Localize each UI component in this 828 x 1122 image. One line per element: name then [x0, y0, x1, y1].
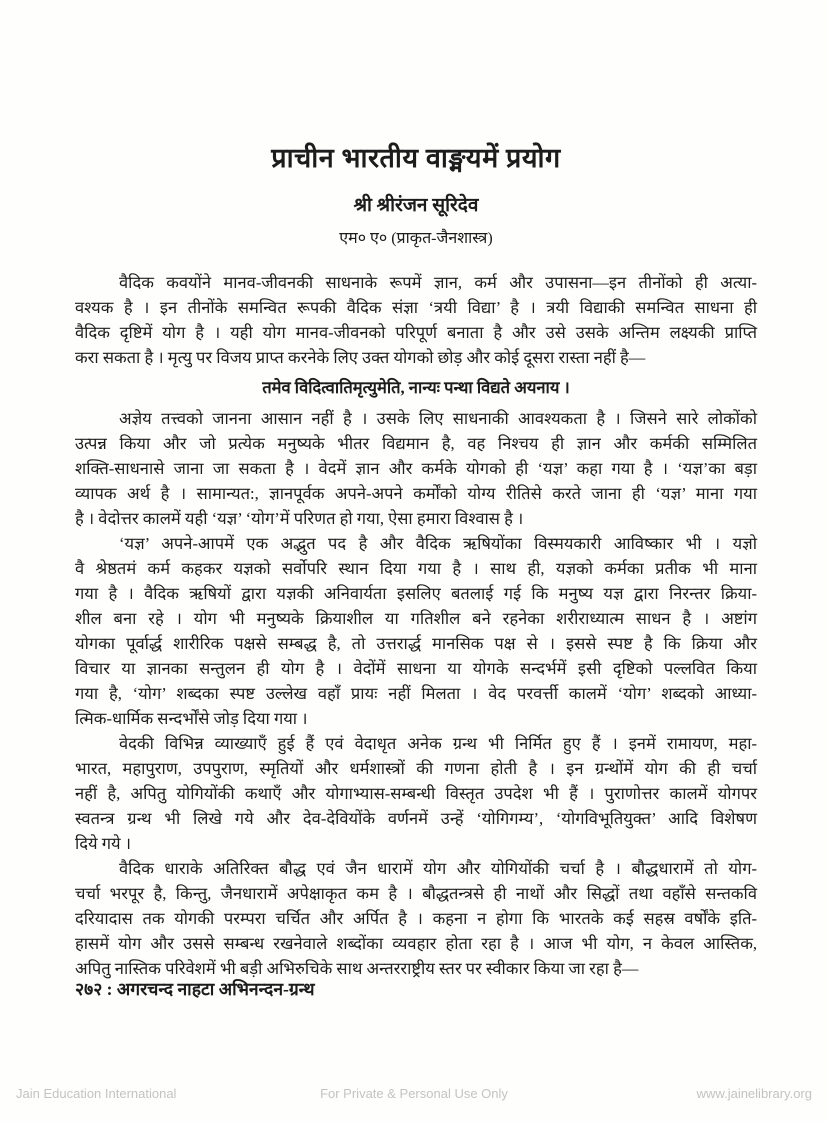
text-line: दिये गये । [75, 834, 131, 853]
text-line: वैदिक दृष्टिमें योग है । यही योग मानव-जीवनको परिपूर्ण बनाता है और उसे उसके अन्तिम लक्ष्यकी प्राप्ति [75, 323, 757, 342]
text-line: अज्ञेय तत्त्वको जानना आसान नहीं है । उसके लिए साधनाकी आवश्यकता है । जिसने सारे लोकोंको [119, 409, 757, 428]
watermark-publisher: Jain Education International [16, 1086, 177, 1101]
paragraph [75, 406, 757, 531]
text-column [75, 138, 757, 981]
text-line: उत्पन्न किया और जो प्रत्येक मनुष्यके भीतर विद्यमान है, वह निश्चय ही ज्ञान और कर्मकी सम्मिलित [75, 434, 757, 453]
text-line: गया है, ‘योग’ शब्दका स्पष्ट उल्लेख वहाँ प्रायः नहीं मिलता । वेद परवर्त्ती कालमें ‘योग’ शब्दको आध्या- [75, 684, 757, 703]
text-line: करा सकता है । मृत्यु पर विजय प्राप्त करनेके लिए उक्त योगको छोड़ और कोई दूसरा रास्ता नहीं है— [75, 348, 646, 367]
text-line: त्मिक-धार्मिक सन्दर्भोंसे जोड़ दिया गया । [75, 709, 308, 728]
text-line: चर्चा भरपूर है, किन्तु, जैनधारामें अपेक्षाकृत कम है । बौद्धतन्त्रसे ही नाथों और सिद्धों तथा वहाँसे सन्तकवि [75, 884, 757, 903]
page-title: प्राचीन भारतीय वाङ्मयमें प्रयोग [271, 143, 561, 173]
text-line: स्वतन्त्र ग्रन्थ भी लिखे गये और देव-देवियोंके वर्णनमें उन्हें ‘योगिगम्य’, ‘योगविभूतियुक्त’ आदि विशेषण [75, 809, 757, 828]
author-name: श्री श्रीरंजन सूरिदेव [353, 195, 479, 216]
text-line: शक्ति-साधनासे जाना जा सकता है । वेदमें ज्ञान और कर्मके योगको ही ‘यज्ञ’ कहा गया है । ‘यज्ञ’का बड़ा [75, 459, 757, 478]
paragraph [75, 270, 757, 370]
text-line: नहीं है, अपितु योगियोंकी कथाएँ और योगाभ्यास-सम्बन्धी विस्तृत उपदेश भी हैं । पुराणोत्तर कालमें योगपर [75, 784, 757, 803]
text-line: योगका पूर्वार्द्ध शारीरिक पक्षसे सम्बद्ध है, तो उत्तरार्द्ध मानसिक पक्ष से । इससे स्पष्ट है कि क्रिया और [75, 634, 757, 653]
text-line: शील बना रहे । योग भी मनुष्यके क्रियाशील या गतिशील बने रहनेका शरीराध्यात्म साधन है । अष्टांग [75, 609, 757, 628]
text-line: अपितु नास्तिक परिवेशमें भी बड़ी अभिरुचिके साथ अन्तरराष्ट्रीय स्तर पर स्वीकार किया जा रहा है— [75, 959, 639, 978]
text-line: विचार या ज्ञानका सन्तुलन ही योग है । वेदोंमें साधना या योगके सन्दर्भमें इसी दृष्टिको पल्लवित किया [75, 659, 757, 678]
text-line: तमेव विदित्वातिमृत्युमेति, नान्यः पन्था विद्यते अयनाय । [262, 378, 570, 397]
text-line: वैदिक धाराके अतिरिक्त बौद्ध एवं जैन धारामें योग और योगियोंकी चर्चा है । बौद्धधारामें तो योग- [119, 859, 757, 878]
text-line: ‘यज्ञ’ अपने-आपमें एक अद्भुत पद है और वैदिक ऋषियोंका विस्मयकारी आविष्कार भी । यज्ञो [119, 534, 757, 553]
scan-watermark-bar [0, 1086, 828, 1106]
text-line: दरियादास तक योगकी परम्परा चर्चित और अर्पित है । कहना न होगा कि भारतके कई सहस्र वर्षोंके इति- [75, 909, 757, 928]
paragraph [75, 856, 757, 981]
verse [75, 375, 757, 400]
paragraph [75, 531, 757, 731]
text-line: वैदिक कवयोंने मानव-जीवनकी साधनाके रूपमें ज्ञान, कर्म और उपासना—इन तीनोंको ही अत्या- [119, 273, 757, 292]
text-line: भारत, महापुराण, उपपुराण, स्मृतियों और धर्मशास्त्रों की गणना होती है । इन ग्रन्थोंमें योग की ही चर्चा [75, 759, 757, 778]
author-credentials: एम० ए० (प्राकृत-जैनशास्त्र) [339, 230, 493, 247]
watermark-website: www.jainelibrary.org [696, 1086, 812, 1101]
text-line: गया है । वैदिक ऋषियों द्वारा यज्ञकी अनिवार्यता इसलिए बतलाई गई कि मनुष्य यज्ञ द्वारा निरन्तर क्रिया- [75, 584, 757, 603]
text-blocks [75, 270, 757, 981]
text-line: हासमें योग और उससे सम्बन्ध रखनेवाले शब्दोंका व्यवहार होता रहा है । आज भी योग, न केवल आस्तिक, [75, 934, 757, 953]
text-line: वै श्रेष्ठतमं कर्म कहकर यज्ञको सर्वोपरि स्थान दिया गया है । साथ ही, यज्ञको कर्मका प्रतीक भी माना [75, 559, 757, 578]
watermark-usage-notice: For Private & Personal Use Only [320, 1086, 508, 1101]
paragraph [75, 731, 757, 856]
text-line: वश्यक है । इन तीनोंके समन्वित रूपकी वैदिक संज्ञा ‘त्रयी विद्या’ है । त्रयी विद्याकी समन्वित साधना ही [75, 298, 757, 317]
text-line: है । वेदोत्तर कालमें यही ‘यज्ञ’ ‘योग’में परिणत हो गया, ऐसा हमारा विश्वास है । [75, 509, 524, 528]
page-number-footer: २७२ : अगरचन्द नाहटा अभिनन्दन-ग्रन्थ [75, 979, 315, 999]
text-line: व्यापक अर्थ है । सामान्यत:, ज्ञानपूर्वक अपने-अपने कर्मोंको योग्य रीतिसे करते जाना ही ‘यज्ञ’ माना गया [75, 484, 757, 503]
text-line: वेदकी विभिन्न व्याख्याएँ हुई हैं एवं वेदाधृत अनेक ग्रन्थ भी निर्मित हुए हैं । इनमें रामायण, महा- [119, 734, 757, 753]
